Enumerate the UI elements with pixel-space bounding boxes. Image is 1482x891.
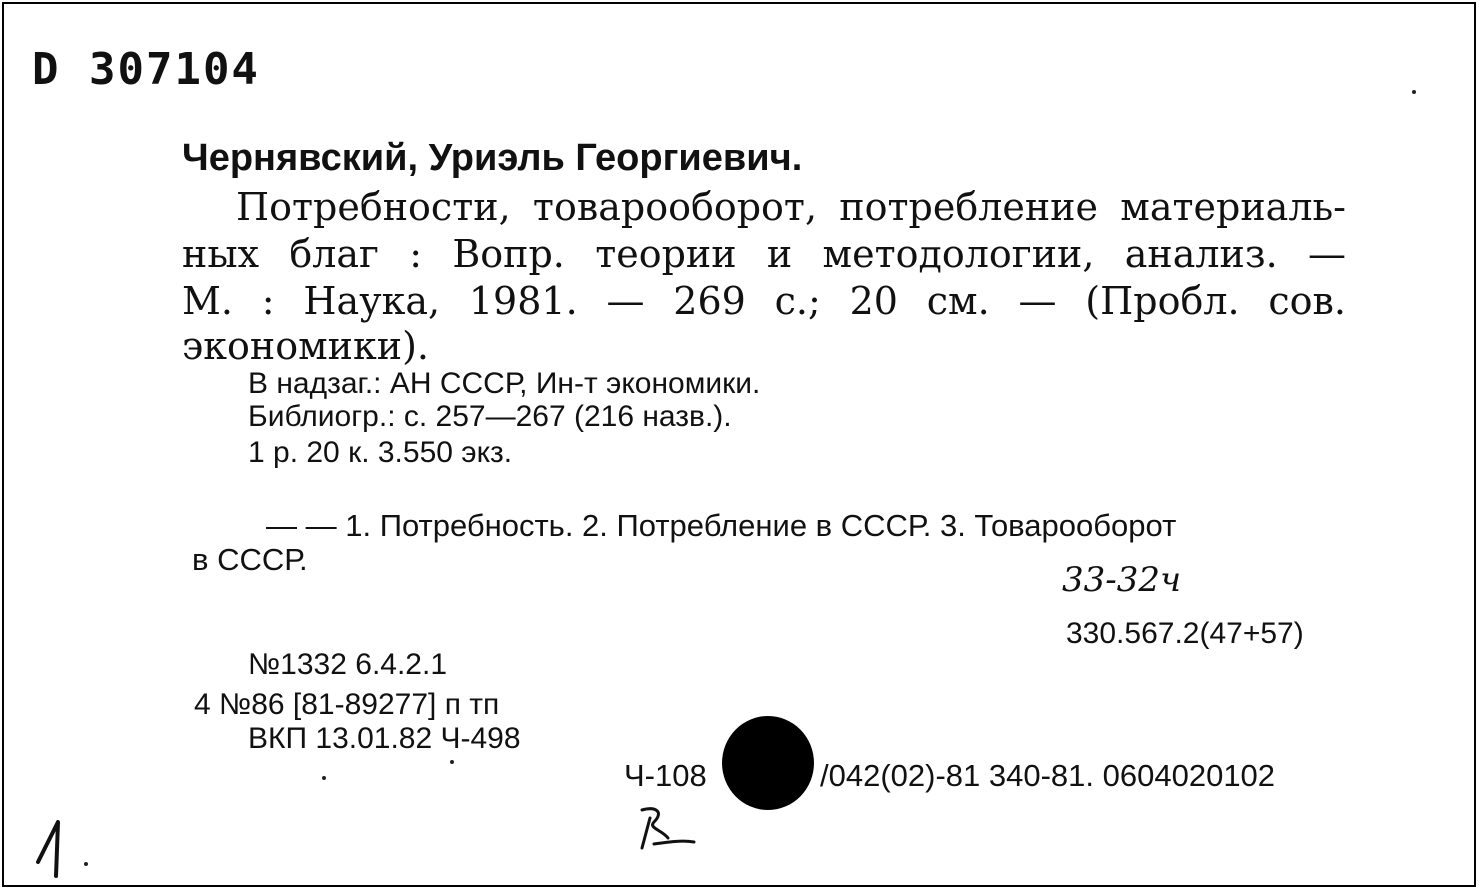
subjects-line-2: в СССР. — [192, 542, 308, 577]
subjects-line-1: — — 1. Потребность. 2. Потребление в СССР. 3. Товарооборот — [266, 508, 1177, 543]
speck — [322, 776, 326, 780]
handwritten-mark-left — [34, 814, 84, 884]
meta-line-2: 4 №86 [81-89277] п тп — [194, 688, 500, 721]
note-header-org: В надзаг.: АН СССР, Ин-т экономики. — [248, 367, 761, 400]
note-bibliography: Библиогр.: с. 257—267 (216 назв.). — [248, 400, 732, 433]
author-heading: Чернявский, Уриэль Георгиевич. — [182, 137, 803, 179]
speck — [1412, 90, 1416, 94]
udc-index: 330.567.2(47+57) — [1066, 617, 1304, 650]
meta-line-1: №1332 6.4.2.1 — [248, 648, 447, 681]
meta-line-3: ВКП 13.01.82 Ч-498 — [248, 722, 521, 755]
catalog-card — [2, 2, 1476, 887]
bottom-code-right: /042(02)-81 340-81. 0604020102 — [820, 758, 1276, 793]
speck — [84, 862, 88, 866]
description-line-4: экономики). — [182, 324, 429, 368]
description-line-2: ных благ : Вопр. теории и методологии, анализ. — — [182, 232, 1346, 276]
note-price-copies: 1 р. 20 к. 3.550 экз. — [248, 436, 513, 469]
description-line-1: Потребности, товарооборот, потребление материаль- — [236, 185, 1346, 229]
handwritten-classification: 33-32ч — [1062, 560, 1182, 600]
speck — [450, 760, 454, 764]
ink-blot — [722, 716, 814, 810]
description-line-3: М. : Наука, 1981. — 269 с.; 20 см. — (Пробл. сов. — [182, 279, 1346, 323]
accession-number: D 307104 — [32, 44, 260, 95]
handwritten-mark-bottom — [628, 804, 700, 868]
bottom-code-left: Ч-108 — [624, 758, 707, 793]
